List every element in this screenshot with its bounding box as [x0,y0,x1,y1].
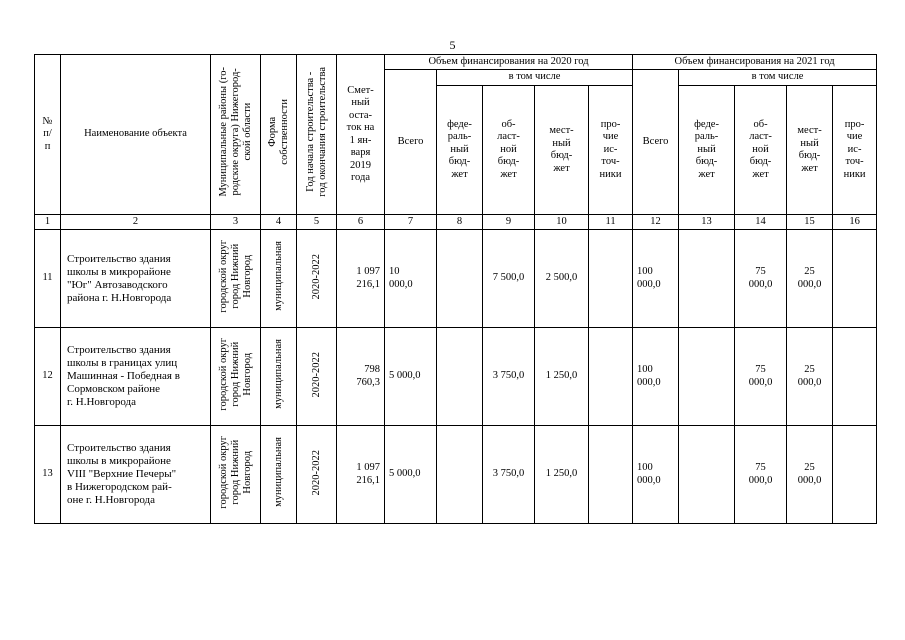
table-row [35,230,877,328]
cell-federal-2020 [437,328,483,426]
cell-row-number: 13 [35,426,61,524]
cell-estimate: 1 097 216,1 [337,426,385,524]
column-number: 7 [385,215,437,230]
cell-federal-2021 [679,328,735,426]
cell-district-text: городской округ город Нижний Новгород [217,337,253,411]
cell-federal-2021 [679,426,735,524]
header-regional-2021: об- ласт- ной бюд- жет [735,86,787,215]
header-estimate: Смет- ный оста- ток на 1 ян- варя 2019 года [337,55,385,215]
cell-local-2021: 25 000,0 [787,230,833,328]
header-total-2020: Всего [385,70,437,215]
column-number: 6 [337,215,385,230]
cell-regional-2020: 3 750,0 [483,426,535,524]
cell-ownership-text: муниципальная [272,339,284,410]
header-ownership [261,55,297,215]
cell-total-2021: 100 000,0 [633,328,679,426]
financing-table [34,54,877,524]
cell-district [211,426,261,524]
column-number: 4 [261,215,297,230]
cell-other-2020 [589,230,633,328]
cell-federal-2020 [437,230,483,328]
cell-local-2020: 2 500,0 [535,230,589,328]
header-federal-2020: феде- раль- ный бюд- жет [437,86,483,215]
cell-other-2021 [833,426,877,524]
cell-ownership [261,426,297,524]
column-number: 9 [483,215,535,230]
column-number: 1 [35,215,61,230]
column-number: 13 [679,215,735,230]
column-number: 10 [535,215,589,230]
cell-other-2020 [589,328,633,426]
column-number-row [35,215,877,230]
cell-ownership [261,328,297,426]
cell-years-text: 2020-2022 [310,351,322,397]
cell-row-number: 12 [35,328,61,426]
header-incl-2021: в том числе [679,70,877,86]
column-number: 8 [437,215,483,230]
cell-federal-2021 [679,230,735,328]
cell-object-name: Строительство здания школы в микрорайоне "Юг" Автозаводского района г. Н.Новгорода [61,230,211,328]
column-number: 5 [297,215,337,230]
cell-estimate: 1 097 216,1 [337,230,385,328]
header-fin-2021: Объем финансирования на 2021 год [633,55,877,70]
cell-regional-2021: 75 000,0 [735,230,787,328]
cell-object-name: Строительство здания школы в границах улиц Машинная - Победная в Сормовском районе г. Н.Новгорода [61,328,211,426]
header-num: № п/ п [35,55,61,215]
column-number: 2 [61,215,211,230]
header-fin-2020: Объем финансирования на 2020 год [385,55,633,70]
header-local-2020: мест- ный бюд- жет [535,86,589,215]
cell-local-2021: 25 000,0 [787,328,833,426]
cell-ownership-text: муниципальная [272,437,284,508]
cell-regional-2020: 7 500,0 [483,230,535,328]
cell-years-text: 2020-2022 [310,253,322,299]
cell-other-2021 [833,328,877,426]
cell-district-text: городской округ город Нижний Новгород [217,435,253,509]
cell-total-2020: 10 000,0 [385,230,437,328]
cell-years [297,426,337,524]
header-years [297,55,337,215]
column-number: 15 [787,215,833,230]
cell-district-text: городской округ город Нижний Новгород [217,239,253,313]
cell-district [211,230,261,328]
header-years-text: Год начала строительства - год окончания строительства [304,67,328,198]
cell-row-number: 11 [35,230,61,328]
header-regional-2020: об- ласт- ной бюд- жет [483,86,535,215]
cell-district [211,328,261,426]
cell-local-2020: 1 250,0 [535,328,589,426]
header-federal-2021: феде- раль- ный бюд- жет [679,86,735,215]
header-name: Наименование объекта [61,55,211,215]
column-number: 14 [735,215,787,230]
header-other-2021: про- чие ис- точ- ники [833,86,877,215]
page-number: 5 [449,38,456,52]
cell-regional-2020: 3 750,0 [483,328,535,426]
cell-federal-2020 [437,426,483,524]
cell-total-2021: 100 000,0 [633,426,679,524]
cell-years-text: 2020-2022 [310,449,322,495]
column-number: 16 [833,215,877,230]
cell-other-2021 [833,230,877,328]
cell-local-2020: 1 250,0 [535,426,589,524]
cell-other-2020 [589,426,633,524]
header-incl-2020: в том числе [437,70,633,86]
column-number: 12 [633,215,679,230]
column-number: 3 [211,215,261,230]
cell-ownership-text: муниципальная [272,241,284,312]
header-ownership-text: Форма собственности [266,99,290,166]
cell-total-2021: 100 000,0 [633,230,679,328]
cell-regional-2021: 75 000,0 [735,328,787,426]
cell-local-2021: 25 000,0 [787,426,833,524]
table-row [35,328,877,426]
cell-ownership [261,230,297,328]
header-total-2021: Всего [633,70,679,215]
header-local-2021: мест- ный бюд- жет [787,86,833,215]
cell-object-name: Строительство здания школы в микрорайоне VIII "Верхние Печеры" в Нижегородском рай- оне г. Н.Новгорода [61,426,211,524]
table-row [35,426,877,524]
cell-estimate: 798 760,3 [337,328,385,426]
header-other-2020: про- чие ис- точ- ники [589,86,633,215]
cell-regional-2021: 75 000,0 [735,426,787,524]
cell-years [297,230,337,328]
cell-total-2020: 5 000,0 [385,328,437,426]
cell-years [297,328,337,426]
column-number: 11 [589,215,633,230]
header-district-text: Муниципальные районы (го- родские округа) Нижегород- ской области [217,67,253,198]
cell-total-2020: 5 000,0 [385,426,437,524]
header-district [211,55,261,215]
